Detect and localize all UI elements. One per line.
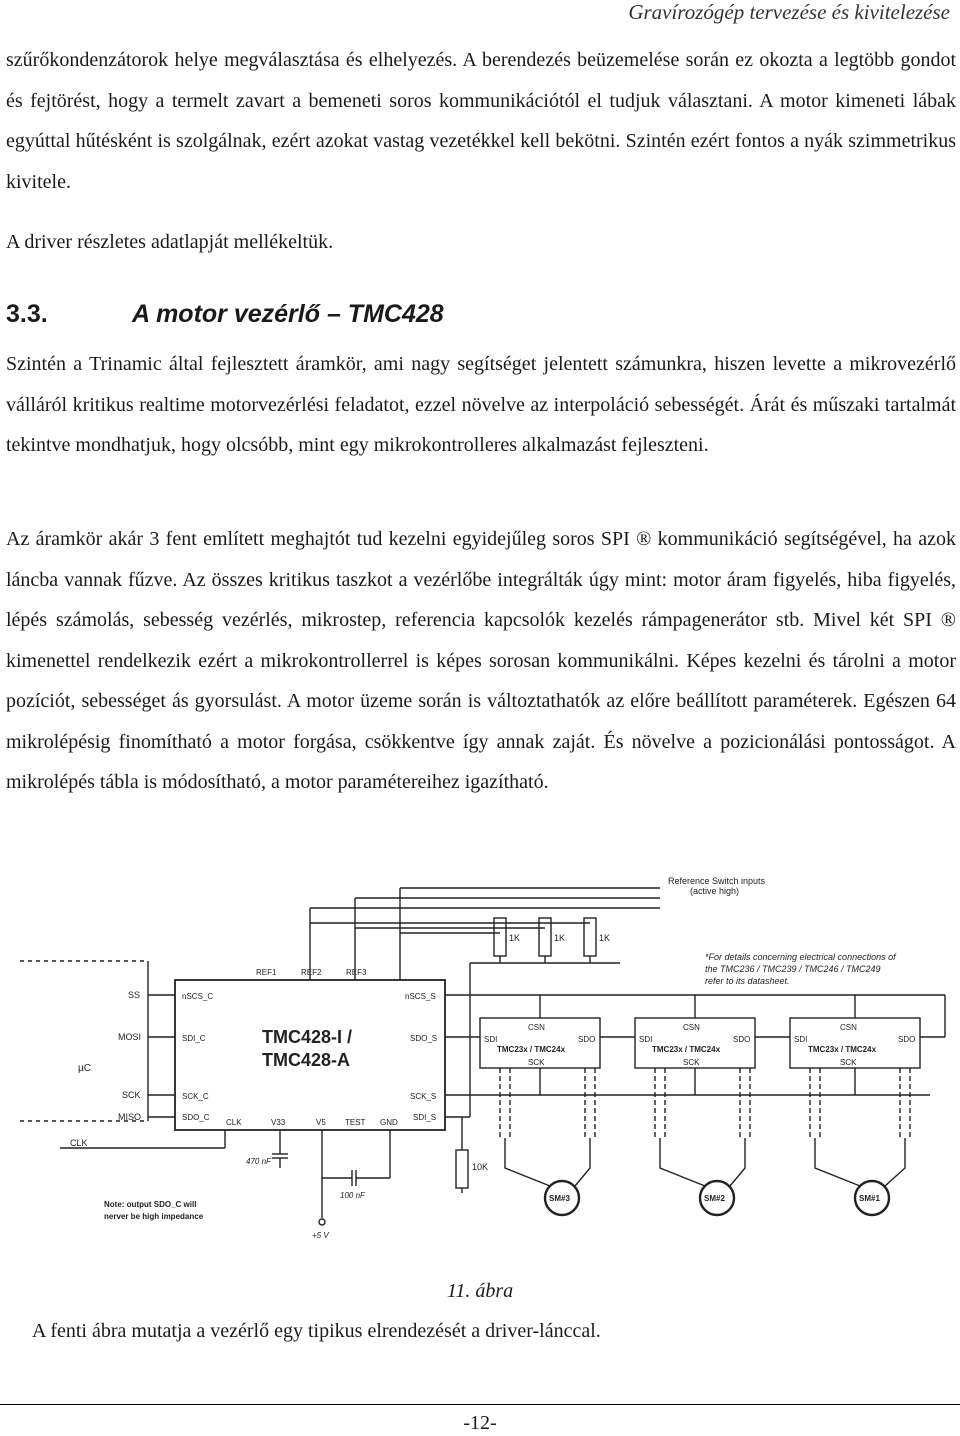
driver2-csn: CSN [683, 1023, 700, 1032]
chip-pin-v5: V5 [316, 1118, 326, 1127]
chip-pin-sdo-c: SDO_C [182, 1113, 210, 1122]
resistor-1-label: 1K [509, 933, 521, 943]
motor-sm2: SM#2 [704, 1194, 725, 1203]
resistor-2-label: 1K [554, 933, 566, 943]
mcu-pin-mosi: MOSI [118, 1032, 142, 1042]
paragraph-1: szűrőkondenzátorok helye megválasztása és elhelyezés. A berendezés beüzemelése során ez okozta a legtöbb gondot és fejtörést, hogy a termelt zavart a bemeneti soros kommunikációtól el tudjuk választani. A motor kimeneti lábak egyúttal hűtésként is szolgálnak, ezért azokat vastag vezetékkel kell bekötni. Szintén ezért fontos a nyák szimmetrikus kivitele. [6, 49, 956, 193]
pull-resistor-label: 10K [472, 1162, 489, 1172]
note-left-2: nerver be high impedance [104, 1212, 204, 1221]
circuit-diagram [0, 868, 960, 1268]
driver1-csn: CSN [528, 1023, 545, 1032]
chip-pin-ref2: REF2 [301, 968, 322, 977]
chip-pin-ref3: REF3 [346, 968, 367, 977]
motor-sm1: SM#1 [859, 1194, 880, 1203]
chip-pin-gnd: GND [380, 1118, 398, 1127]
driver3-sck: SCK [840, 1058, 857, 1067]
chip-pin-sdo-s: SDO_S [410, 1034, 438, 1043]
chip-name-1: TMC428-I / [262, 1027, 353, 1047]
chip-name-2: TMC428-A [262, 1050, 351, 1070]
ref-label-1: Reference Switch inputs [668, 876, 766, 886]
paragraph-4: Az áramkör akár 3 fent említett meghajtót tud kezelni egyidejűleg soros SPI ® kommunikáció segítségével, ha azok láncba vannak fűzve. Az összes kritikus taszkot a vezérlőbe integrálták úgy mint: motor áram figyelés, hiba figyelés, lépés számolás, sebesség vezérlés, mikrostep, referencia kapcsolók kezelés rámpagenerátor stb. Mivel két SPI ® kimenettel rendelkezik ezért a mikrokontrollerrel is képes sorosan kommunikálni. Képes kezelni és tárolni a motor pozíciót, sebességet ás gyorsulást. A motor üzeme során is változtathatók az előre beállított paraméterek. Egészen 64 mikrolépésig finomítható a motor forgása, csökkentve így annak zaját. És növelve a pozicionálási pontosságot. A mikrolépés tábla is módosítható, a motor paramétereihez igazítható. [6, 528, 956, 793]
driver3-sdi: SDI [794, 1035, 808, 1044]
chip-pin-test: TEST [345, 1118, 366, 1127]
chip-pin-sck-c: SCK_C [182, 1092, 209, 1101]
chip-pin-nscs-c: nSCS_C [182, 992, 214, 1001]
chip-pin-ref1: REF1 [256, 968, 277, 977]
figure-description: A fenti ábra mutatja a vezérlő egy tipikus elrendezését a driver-lánccal. [32, 1320, 601, 1342]
motor-sm3: SM#3 [549, 1194, 570, 1203]
page-header-title: Gravírozógép tervezése és kivitelezése [628, 0, 950, 24]
driver3-sdo: SDO [898, 1035, 916, 1044]
chip-pin-sck-s: SCK_S [410, 1092, 437, 1101]
section-heading [6, 300, 444, 329]
chip-pin-clk: CLK [226, 1118, 242, 1127]
mcu-pin-miso: MISO [118, 1112, 142, 1122]
chip-pin-sdi-s: SDI_S [413, 1113, 437, 1122]
driver1-sdo: SDO [578, 1035, 596, 1044]
note-right-2: the TMC236 / TMC239 / TMC246 / TMC249 [705, 964, 881, 974]
mcu-label: µC [78, 1063, 91, 1074]
driver1-name: TMC23x / TMC24x [497, 1045, 566, 1054]
note-right-3: refer to its datasheet. [705, 976, 790, 986]
note-right-1: *For details concerning electrical connections of [705, 952, 896, 962]
chip-pin-sdi-c: SDI_C [182, 1034, 206, 1043]
footer-rule [0, 1404, 960, 1405]
clk-label: CLK [70, 1138, 88, 1148]
supply-label: +5 V [312, 1231, 329, 1240]
paragraph-3: Szintén a Trinamic által fejlesztett áramkör, ami nagy segítséget jelentett számunkra, hiszen levette a mikrovezérlő válláról kritikus realtime motorvezérlési feladatot, ezzel növelve az interpoláció sebességét. Árát és műszaki tartalmát tekintve mondhatjuk, hogy olcsóbb, mint egy mikrokontrolleres alkalmazást fejleszteni. [6, 353, 956, 456]
paragraph-2: A driver részletes adatlapját mellékeltük. [6, 231, 334, 253]
driver1-sck: SCK [528, 1058, 545, 1067]
chip-pin-v33: V33 [271, 1118, 286, 1127]
chip-pin-nscs-s: nSCS_S [405, 992, 436, 1001]
cap1-label: 470 nF [246, 1157, 271, 1166]
driver2-sdi: SDI [639, 1035, 653, 1044]
driver3-csn: CSN [840, 1023, 857, 1032]
driver1-sdi: SDI [484, 1035, 498, 1044]
driver2-sdo: SDO [733, 1035, 751, 1044]
note-left-1: Note: output SDO_C will [104, 1200, 197, 1209]
section-number: 3.3. [6, 300, 48, 328]
driver2-sck: SCK [683, 1058, 700, 1067]
driver2-name: TMC23x / TMC24x [652, 1045, 721, 1054]
ref-label-2: (active high) [690, 886, 740, 896]
mcu-pin-ss: SS [128, 990, 141, 1000]
figure-caption: 11. ábra [446, 1280, 514, 1302]
cap2-label: 100 nF [340, 1191, 365, 1200]
section-title: A motor vezérlő – TMC428 [132, 300, 444, 328]
driver3-name: TMC23x / TMC24x [808, 1045, 877, 1054]
resistor-3-label: 1K [599, 933, 611, 943]
page-number: -12- [463, 1412, 497, 1434]
mcu-pin-sck: SCK [122, 1090, 141, 1100]
